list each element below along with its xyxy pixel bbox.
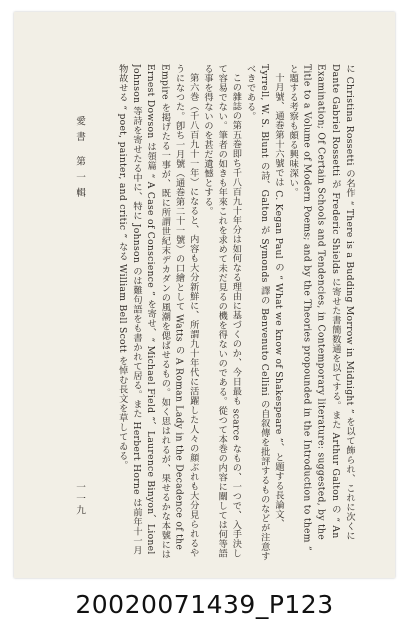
paragraph: 十月號、通巻第十六號では C. Kegan Paul の “ What we know of Shakespeare ”、と題する長論文、Tyrrell, W. S. Blunt の詩、Galton が Symonds 譯の Benvenuto Cellini の自叙傳を批評するものなどが注意すべきである。 — [244, 64, 284, 561]
image-caption: 20020071439_P123 — [75, 590, 334, 619]
page-number: 一一九 — [74, 482, 85, 517]
paragraph: この雜誌の第五巻即ち千八百九十年分は如何なる理由に基づくのか、今日最も scarce なもの、一つで、入手決して容易でない。筆者の如きも年來これを求めて未だ見るの機を得ないのである。從つて本巻の内容に關しては何等語る事を得ないのを甚だ遺憾とする。 — [201, 64, 242, 559]
paragraph: に Christina Rossetti の名作 “ There is a Budding Morrow in Midnight ” を以て飾られ、これに次くに Dante Gabriel Rossetti が Frederic Shields に寄せた書簡数通を以てする。また Arthur Galton の “ An Examination; Of Certain Schools and Tendencies, in Contemporary literature: suggested, by the Title to a Volume of Modern Poems; and by the Theories propounded in the Introduction to them ” と題する考察も頗る興味深い。 — [287, 64, 355, 552]
scanned-page — [14, 12, 395, 578]
paragraph: 第六巻（千八百九十一年）になると、内容も大分新鮮に、所謂九十年代に活躍した人々の顔ぶれも大分見られるやうになつた。卽ち一月號（通巻第二十一號）の口繪として Watts の A Roman Lady in the Decadence of the Empire を掲げたる一事が、既に所謂世紀末デカダンの風潮を偲ばせるもの。如く思はれるが、果せるかな本號には Ernest Dowson は領篇 “ A Case of Conscience ” を寄せ、“ Michael Field ”、Laurence Binyon、Lionel Johnson 等詩を寄せたる中に、特に Johnson のは難句語をも書かれて居る。また Herbert Horne は前年十一月物故せる “ poet, painter, and critic ” なる William Bell Scott を悼む長文を草してゐる。 — [116, 64, 199, 560]
body-text — [94, 64, 356, 562]
running-header: 愛書 第一輯 — [74, 116, 85, 204]
